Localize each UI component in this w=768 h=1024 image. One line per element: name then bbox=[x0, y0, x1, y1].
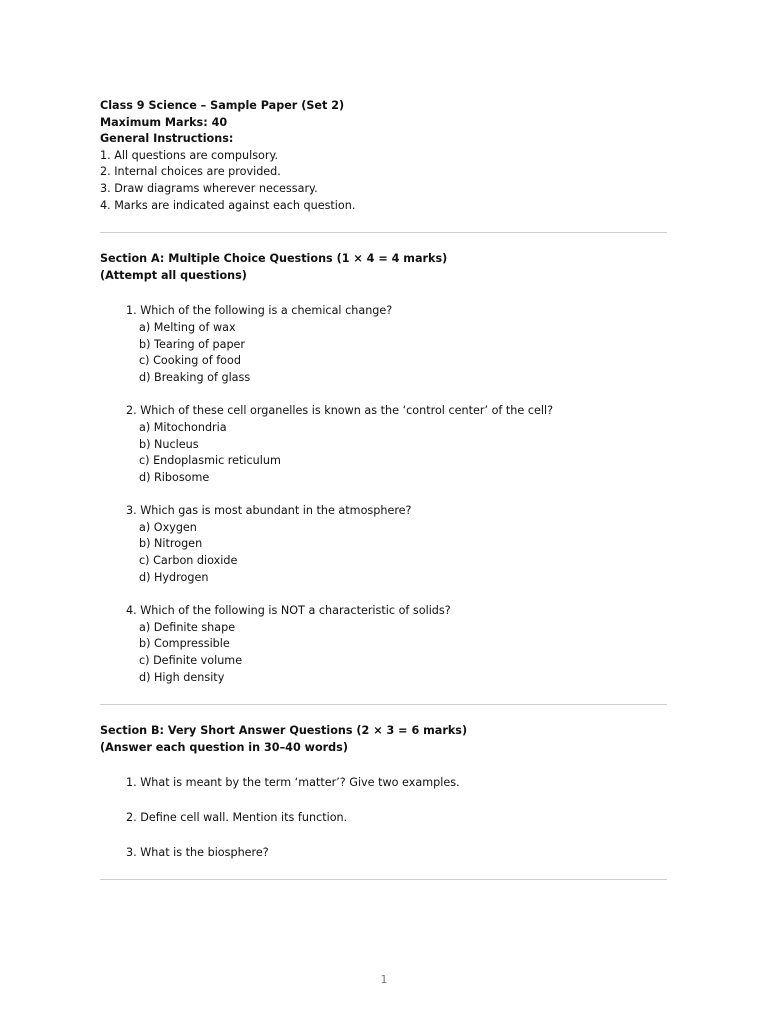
short-answer-question: 1. What is meant by the term ‘matter’? Give two examples. bbox=[126, 776, 460, 790]
short-answer-question: 3. What is the biosphere? bbox=[126, 845, 269, 859]
option-b: b) Compressible bbox=[139, 637, 230, 651]
option-c: c) Cooking of food bbox=[139, 354, 241, 368]
exam-paper bbox=[100, 98, 667, 880]
option-d: d) High density bbox=[139, 670, 225, 684]
section-a-subtitle: (Attempt all questions) bbox=[100, 268, 247, 282]
option-b: b) Tearing of paper bbox=[139, 337, 246, 351]
paper-header bbox=[100, 98, 667, 214]
mcq-question bbox=[100, 603, 667, 686]
mcq-question bbox=[100, 403, 667, 486]
short-answer-question: 2. Define cell wall. Mention its function. bbox=[126, 811, 348, 824]
instruction-item: 1. All questions are compulsory. bbox=[100, 148, 279, 162]
section-b bbox=[100, 723, 667, 861]
option-a: a) Melting of wax bbox=[139, 320, 236, 334]
question-text: 3. Which gas is most abundant in the atmosphere? bbox=[126, 504, 412, 518]
page-number: 1 bbox=[380, 973, 388, 986]
option-c: c) Carbon dioxide bbox=[139, 554, 238, 568]
section-b-subtitle: (Answer each question in 30–40 words) bbox=[100, 740, 348, 754]
instructions-heading: General Instructions: bbox=[100, 132, 234, 146]
section-a bbox=[100, 251, 667, 686]
option-b: b) Nucleus bbox=[139, 437, 199, 451]
instruction-item: 3. Draw diagrams wherever necessary. bbox=[100, 181, 318, 195]
option-d: d) Breaking of glass bbox=[139, 370, 251, 384]
option-b: b) Nitrogen bbox=[139, 537, 203, 551]
question-text: 2. Which of these cell organelles is known as the ‘control center’ of the cell? bbox=[126, 404, 554, 418]
option-c: c) Definite volume bbox=[139, 654, 243, 668]
option-a: a) Oxygen bbox=[139, 520, 197, 534]
paper-title: Class 9 Science – Sample Paper (Set 2) bbox=[100, 99, 345, 112]
section-a-title: Section A: Multiple Choice Questions (1 × 4 = 4 marks) bbox=[100, 252, 448, 266]
mcq-question bbox=[100, 303, 667, 386]
divider bbox=[100, 879, 667, 880]
question-text: 1. Which of the following is a chemical change? bbox=[126, 304, 393, 318]
section-b-title: Section B: Very Short Answer Questions (2 × 3 = 6 marks) bbox=[100, 724, 468, 738]
option-a: a) Mitochondria bbox=[139, 420, 227, 434]
mcq-question bbox=[100, 503, 667, 586]
option-d: d) Hydrogen bbox=[139, 570, 209, 584]
option-d: d) Ribosome bbox=[139, 470, 210, 484]
instruction-item: 4. Marks are indicated against each question. bbox=[100, 198, 356, 212]
instruction-item: 2. Internal choices are provided. bbox=[100, 165, 281, 179]
question-text: 4. Which of the following is NOT a characteristic of solids? bbox=[126, 604, 451, 618]
max-marks: Maximum Marks: 40 bbox=[100, 115, 228, 129]
option-c: c) Endoplasmic reticulum bbox=[139, 454, 281, 468]
option-a: a) Definite shape bbox=[139, 620, 236, 634]
